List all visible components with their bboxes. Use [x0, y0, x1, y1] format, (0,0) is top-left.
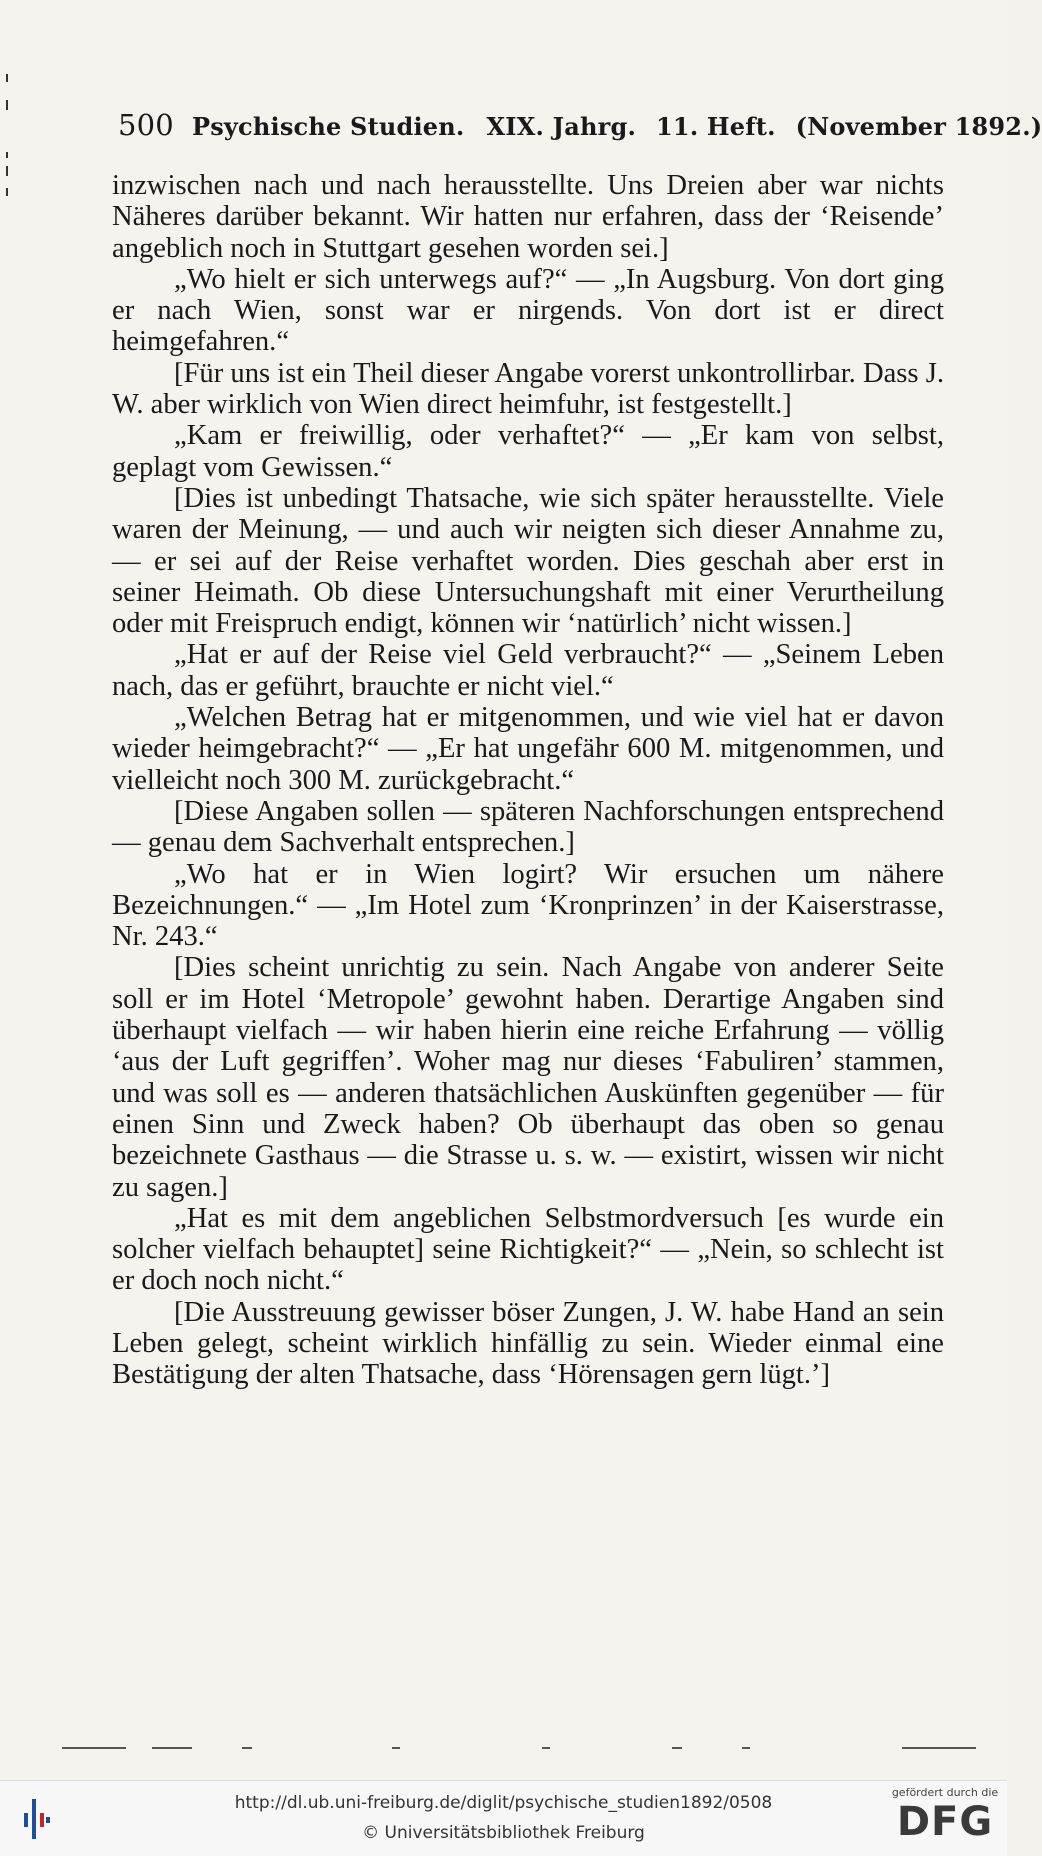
paragraph: [Diese Angaben sollen — späteren Nachforschungen entsprechend — genau dem Sachverhalt entsprechen.] — [112, 795, 944, 859]
paragraph: [Die Ausstreuung gewisser böser Zungen, J. W. habe Hand an sein Leben gelegt, scheint wirklich hinfällig zu sein. Wieder einmal eine Bestätigung der alten Thatsache, dass ‘Hörensagen gern lügt.’] — [112, 1296, 944, 1391]
body-text — [112, 170, 944, 1391]
paragraph: „Kam er freiwillig, oder verhaftet?“ — „Er kam von selbst, geplagt vom Gewissen.“ — [112, 420, 944, 483]
permalink[interactable]: http://dl.ub.uni-freiburg.de/diglit/psychische_studien1892/0508 — [234, 1793, 773, 1813]
paragraph: [Für uns ist ein Theil dieser Angabe vorerst unkontrollirbar. Dass J. W. aber wirklich von Wien direct heimfuhr, ist festgestellt.] — [112, 357, 944, 421]
page-bottom-rule — [62, 1747, 1002, 1751]
paragraph: „Hat es mit dem angeblichen Selbstmordversuch [es wurde ein solcher vielfach behauptet] seine Richtigkeit?“ — „Nein, so schlecht ist er doch noch nicht.“ — [112, 1202, 944, 1297]
dfg-funded-by-label: gefördert durch die — [891, 1786, 999, 1799]
paragraph: „Welchen Betrag hat er mitgenommen, und wie viel hat er davon wieder heimgebracht?“ — „Er hat ungefähr 600 M. mitgenommen, und vielleicht noch 300 M. zurückgebracht.“ — [112, 702, 944, 796]
paragraph: „Wo hat er in Wien logirt? Wir ersuchen um nähere Bezeichnungen.“ — „Im Hotel zum ‘Kronprinzen’ in der Kaiserstrasse, Nr. 243.“ — [112, 858, 944, 953]
journal-title: Psychische Studien. — [191, 112, 465, 141]
dfg-logo-text: DFG — [896, 1799, 994, 1845]
issue-date: (November 1892.) — [795, 112, 1042, 141]
margin-marks — [4, 70, 10, 200]
running-header — [118, 108, 1042, 142]
paragraph: [Dies scheint unrichtig zu sein. Nach Angabe von anderer Seite soll er im Hotel ‘Metropole’ gewohnt haben. Derartige Angaben sind überhaupt vielfach — wir haben hierin eine reiche Erfahrung — völlig ‘aus der Luft gegriffen’. Woher mag nur dieses ‘Fabuliren’ stammen, und was soll es — anderen thatsächlichen Auskünften gegenüber — für einen Sinn und Zweck haben? Ob überhaupt das oben so genau bezeichnete Gasthaus — die Strasse u. s. w. — existirt, wissen wir nicht zu sagen.] — [112, 952, 944, 1203]
page-number: 500 — [118, 108, 174, 142]
copyright-notice: © Universitätsbibliothek Freiburg — [362, 1823, 645, 1843]
journal-issue: 11. Heft. — [656, 112, 776, 141]
viewer-footer — [0, 1780, 1007, 1856]
paragraph: „Hat er auf der Reise viel Geld verbraucht?“ — „Seinem Leben nach, das er geführt, brauchte er nicht viel.“ — [112, 639, 944, 702]
dfg-logo — [891, 1787, 999, 1851]
journal-volume: XIX. Jahrg. — [486, 112, 637, 141]
paragraph: [Dies ist unbedingt Thatsache, wie sich später herausstellte. Viele waren der Meinung, — und auch wir neigten sich dieser Annahme zu, — er sei auf der Reise verhaftet worden. Dies geschah aber erst in seiner Heimath. Ob diese Untersuchungshaft mit einer Verurtheilung oder mit Freispruch endigt, können wir ‘natürlich’ nicht wissen.] — [112, 482, 944, 640]
paragraph: inzwischen nach und nach herausstellte. Uns Dreien aber war nichts Näheres darüber bekannt. Wir hatten nur erfahren, dass der ‘Reisende’ angeblich noch in Stuttgart gesehen worden sei.] — [112, 170, 944, 264]
paragraph: „Wo hielt er sich unterwegs auf?“ — „In Augsburg. Von dort ging er nach Wien, sonst war er nirgends. Von dort ist er direct heimgefahren.“ — [112, 263, 944, 358]
